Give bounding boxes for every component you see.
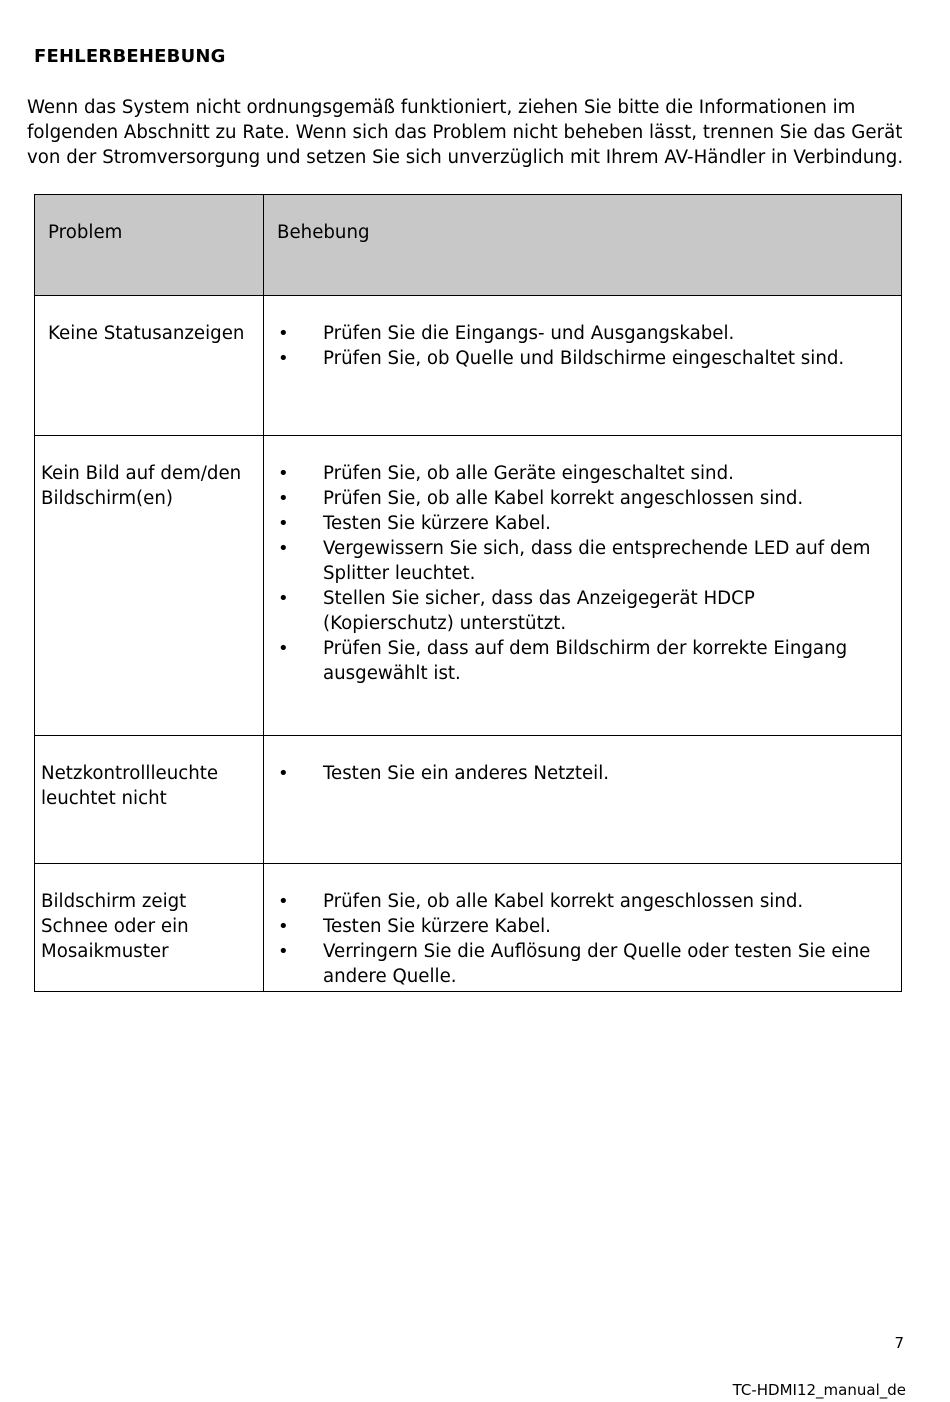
solution-cell — [264, 296, 902, 436]
list-item: • Stellen Sie sicher, dass das Anzeigegerät HDCP (Kopierschutz) unterstützt. — [264, 586, 881, 636]
problem-cell: Keine Statusanzeigen — [35, 296, 264, 436]
page-number: 7 — [894, 1334, 904, 1352]
fix-list — [264, 736, 901, 786]
solution-cell — [264, 864, 902, 992]
list-item: • Prüfen Sie, dass auf dem Bildschirm der korrekte Eingang ausgewählt ist. — [264, 636, 881, 686]
list-item: • Vergewissern Sie sich, dass die entsprechende LED auf dem Splitter leuchtet. — [264, 536, 881, 586]
fix-list — [264, 864, 901, 989]
list-item: • Prüfen Sie die Eingangs- und Ausgangskabel. — [264, 321, 881, 346]
table-row — [35, 436, 902, 736]
header-problem: Problem — [35, 195, 264, 296]
list-item: • Prüfen Sie, ob alle Kabel korrekt angeschlossen sind. — [264, 486, 881, 511]
list-item: • Prüfen Sie, ob Quelle und Bildschirme eingeschaltet sind. — [264, 346, 881, 371]
solution-cell — [264, 736, 902, 864]
problem-cell: Bildschirm zeigt Schnee oder ein Mosaikmuster — [35, 864, 264, 992]
fix-list — [264, 296, 901, 371]
problem-cell: Kein Bild auf dem/den Bildschirm(en) — [35, 436, 264, 736]
section-heading: FEHLERBEHEBUNG — [34, 46, 226, 67]
troubleshooting-table — [34, 194, 902, 992]
fix-list — [264, 436, 901, 686]
list-item: • Testen Sie ein anderes Netzteil. — [264, 761, 881, 786]
table-row — [35, 736, 902, 864]
footer-document-id: TC-HDMI12_manual_de — [732, 1381, 906, 1399]
table-row — [35, 296, 902, 436]
list-item: • Testen Sie kürzere Kabel. — [264, 914, 881, 939]
table-header-row — [35, 195, 902, 296]
table-row — [35, 864, 902, 992]
list-item: • Testen Sie kürzere Kabel. — [264, 511, 881, 536]
list-item: • Prüfen Sie, ob alle Geräte eingeschaltet sind. — [264, 461, 881, 486]
problem-cell: Netzkontrollleuchte leuchtet nicht — [35, 736, 264, 864]
intro-paragraph: Wenn das System nicht ordnungsgemäß funktioniert, ziehen Sie bitte die Informationen im folgenden Abschnitt zu Rate. Wenn sich das Problem nicht beheben lässt, trennen Sie das Gerät von der Stromversorgung und setzen Sie sich unverzüglich mit Ihrem AV-Händler in Verbindung. — [27, 97, 904, 168]
list-item: • Verringern Sie die Auflösung der Quelle oder testen Sie eine andere Quelle. — [264, 939, 881, 989]
solution-cell — [264, 436, 902, 736]
list-item: • Prüfen Sie, ob alle Kabel korrekt angeschlossen sind. — [264, 889, 881, 914]
header-solution: Behebung — [264, 195, 902, 296]
